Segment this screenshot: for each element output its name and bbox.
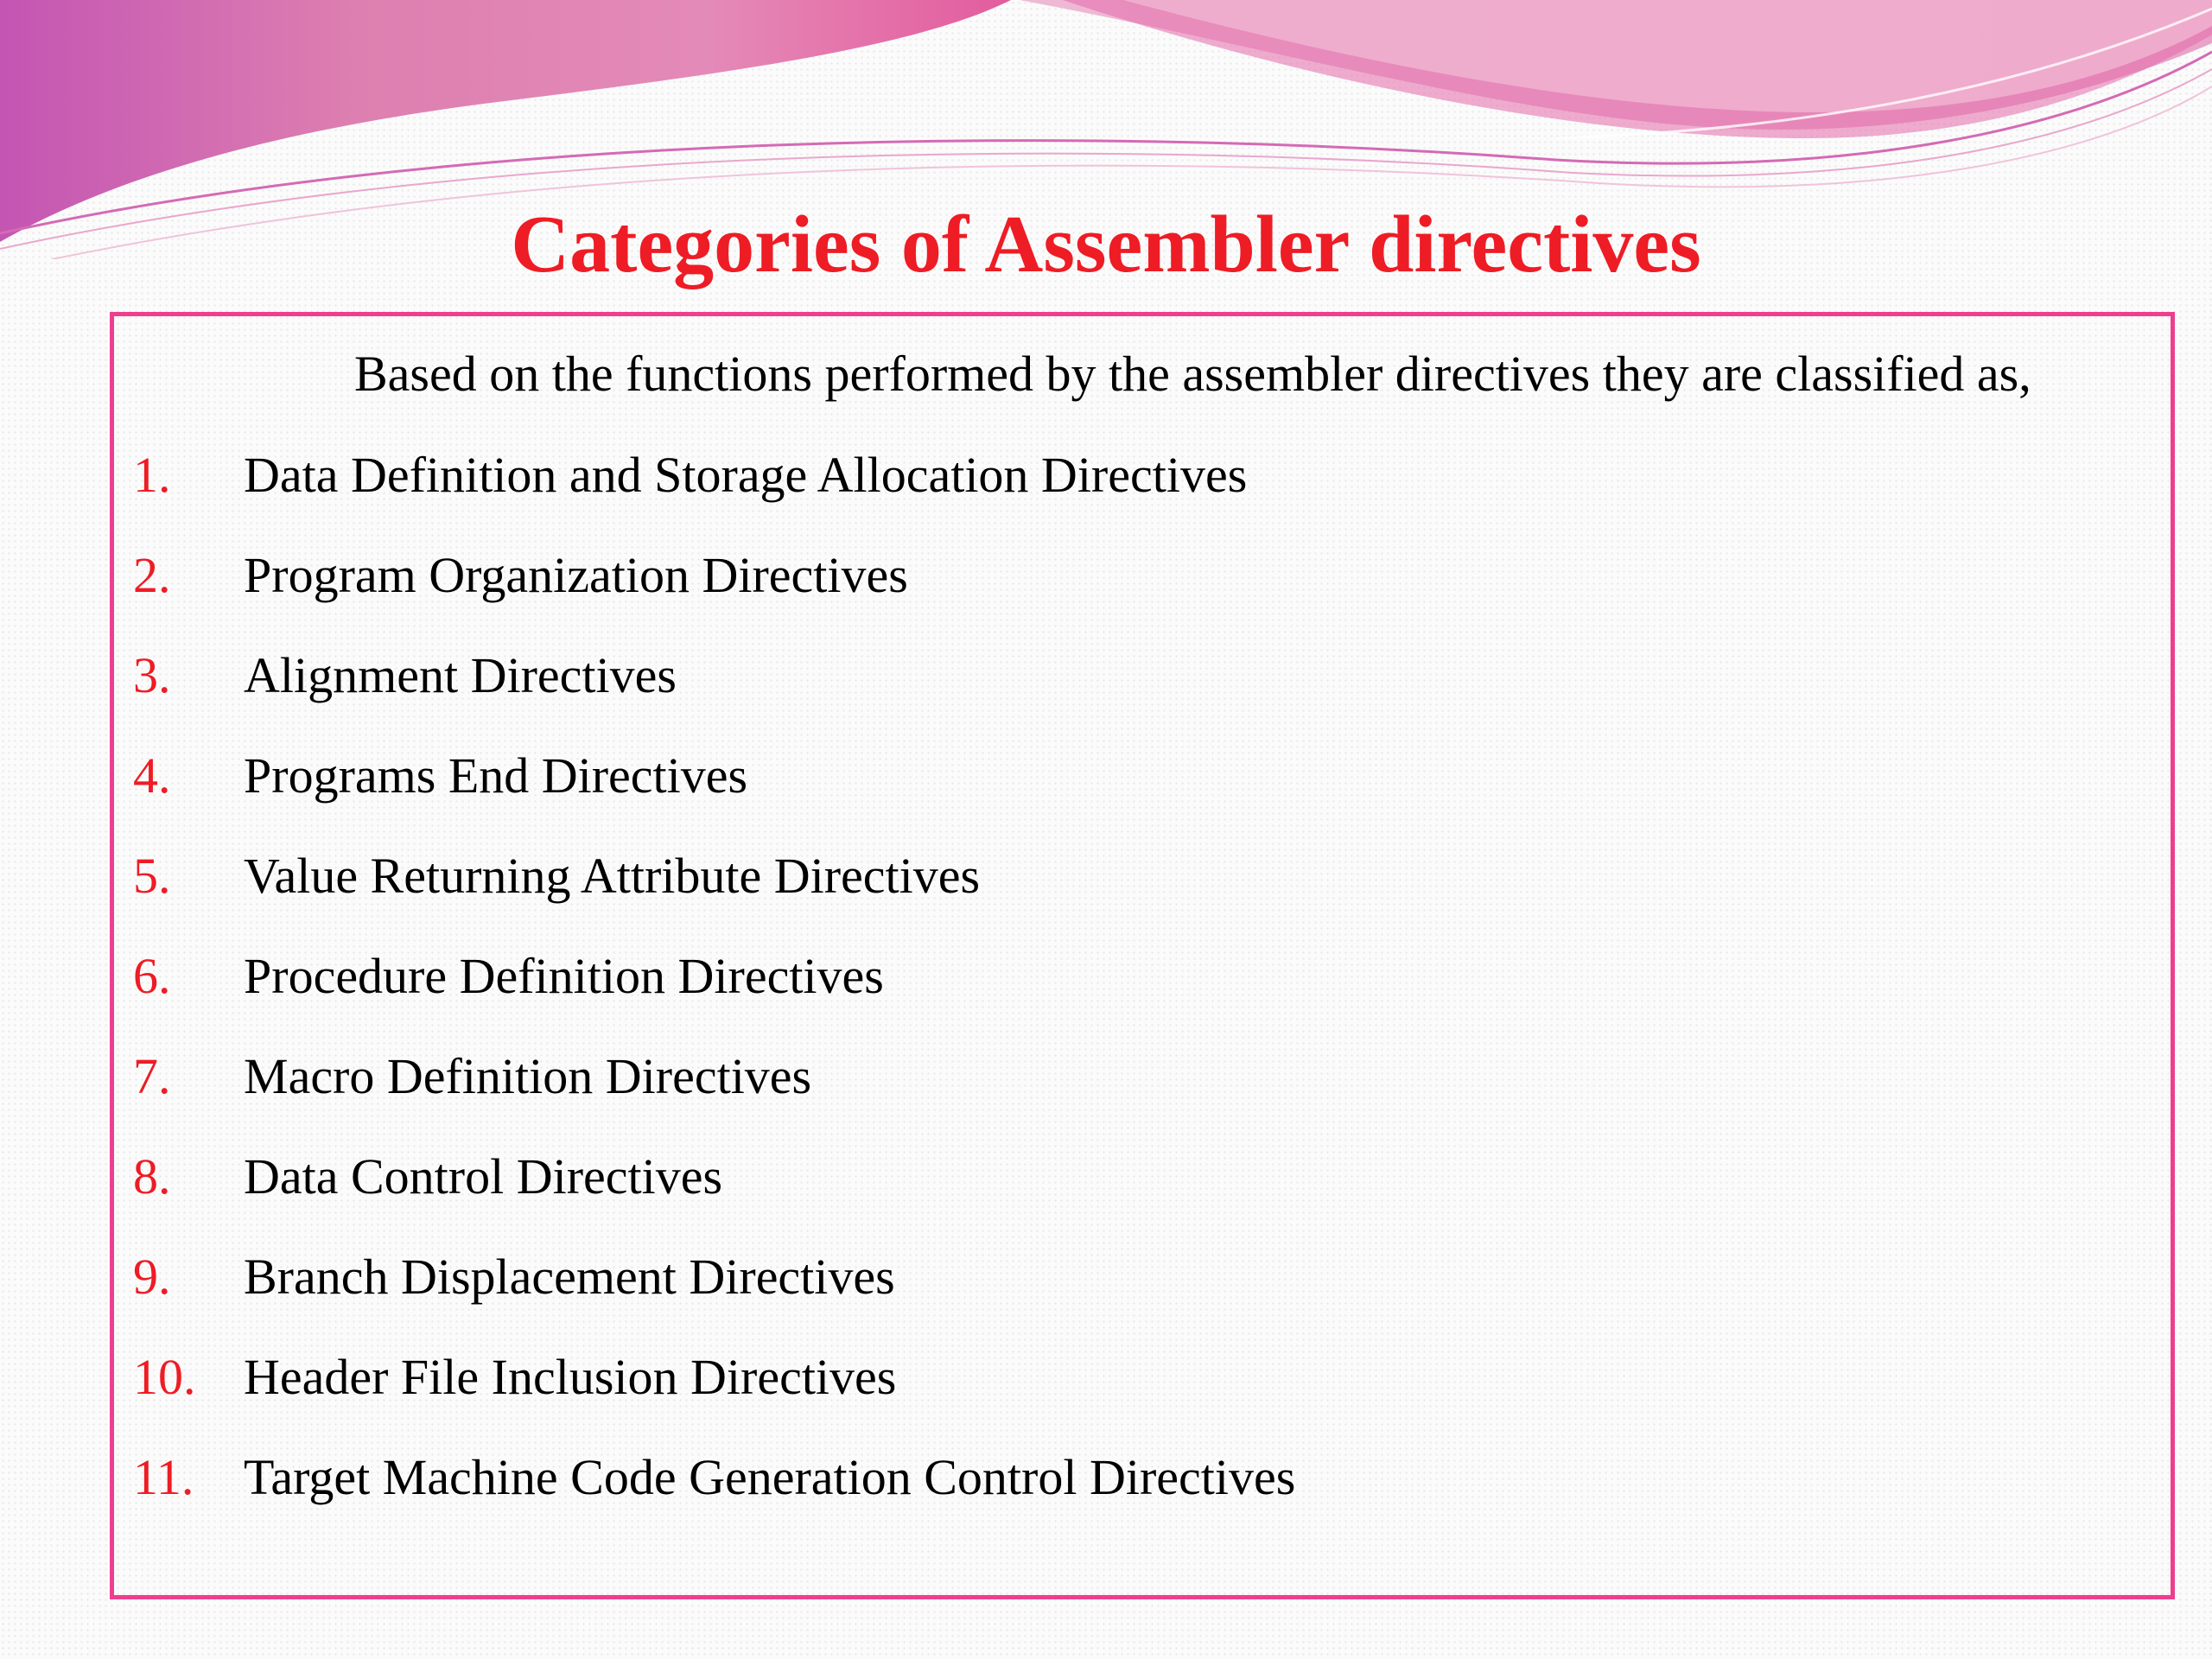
item-number: 7. bbox=[133, 1048, 171, 1104]
item-label: Procedure Definition Directives bbox=[244, 948, 884, 1004]
slide-title: Categories of Assembler directives bbox=[511, 200, 1701, 289]
list-item bbox=[133, 942, 1295, 1042]
item-number: 8. bbox=[133, 1148, 171, 1205]
item-label: Header File Inclusion Directives bbox=[244, 1349, 897, 1405]
item-label: Target Machine Code Generation Control Directives bbox=[244, 1449, 1296, 1505]
list-item bbox=[133, 1042, 1295, 1142]
list-item bbox=[133, 1142, 1295, 1243]
list-item bbox=[133, 441, 1295, 541]
item-label: Data Control Directives bbox=[244, 1148, 723, 1205]
item-number: 9. bbox=[133, 1249, 171, 1305]
item-label: Value Returning Attribute Directives bbox=[244, 848, 981, 904]
list-item bbox=[133, 541, 1295, 641]
item-label: Programs End Directives bbox=[244, 747, 748, 804]
item-label: Macro Definition Directives bbox=[244, 1048, 812, 1104]
list-item bbox=[133, 1343, 1295, 1443]
item-number: 2. bbox=[133, 547, 171, 603]
intro-text: Based on the functions performed by the assembler directives they are classified as, bbox=[354, 346, 2031, 402]
list-item bbox=[133, 842, 1295, 942]
list-item bbox=[133, 741, 1295, 842]
item-label: Data Definition and Storage Allocation Directives bbox=[244, 447, 1248, 503]
item-number: 4. bbox=[133, 747, 171, 804]
item-number: 10. bbox=[133, 1349, 196, 1405]
item-number: 5. bbox=[133, 848, 171, 904]
item-number: 6. bbox=[133, 948, 171, 1004]
list-item bbox=[133, 641, 1295, 741]
item-label: Alignment Directives bbox=[244, 647, 677, 703]
directive-category-list bbox=[133, 441, 1295, 1543]
item-label: Branch Displacement Directives bbox=[244, 1249, 895, 1305]
item-number: 1. bbox=[133, 447, 171, 503]
list-item bbox=[133, 1243, 1295, 1343]
item-number: 11. bbox=[133, 1449, 194, 1505]
item-label: Program Organization Directives bbox=[244, 547, 908, 603]
list-item bbox=[133, 1443, 1295, 1543]
item-number: 3. bbox=[133, 647, 171, 703]
